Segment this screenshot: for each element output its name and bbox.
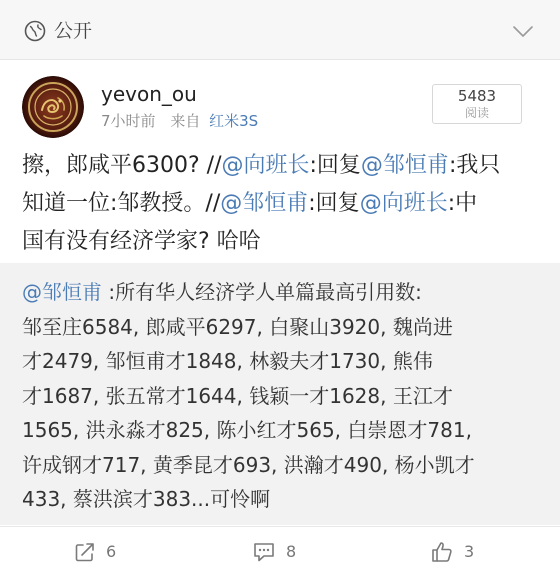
comment-icon bbox=[252, 541, 276, 563]
mention-link[interactable]: @向班长 bbox=[359, 191, 448, 216]
read-count: 5483 bbox=[457, 87, 497, 105]
retweet-line: 433, 蔡洪滨才383...可怜啊 bbox=[22, 487, 271, 511]
post-text-segment: 知道一位:邹教授。// bbox=[22, 191, 221, 216]
read-count-box bbox=[432, 84, 522, 124]
retweet-line: @邹恒甫 :所有华人经济学人单篇最高引用数: bbox=[22, 280, 422, 304]
post-text-segment: :中 bbox=[447, 191, 478, 216]
thumbs-up-icon bbox=[430, 540, 454, 564]
repost-button[interactable] bbox=[74, 539, 116, 565]
repost-count: 6 bbox=[106, 542, 117, 561]
visibility-label: 公开 bbox=[54, 20, 93, 42]
like-button[interactable] bbox=[430, 539, 474, 565]
mention-link[interactable]: @邹恒甫 bbox=[360, 153, 449, 178]
chevron-down-icon bbox=[510, 18, 536, 44]
post-text-line bbox=[22, 147, 538, 185]
read-label: 阅读 bbox=[464, 106, 489, 120]
post-text-segment: :回复 bbox=[309, 153, 361, 178]
post-text-segment: 国有没有经济学家? 哈哈 bbox=[22, 229, 261, 254]
comment-button[interactable] bbox=[252, 539, 296, 565]
post-header bbox=[0, 61, 560, 143]
post-text-line bbox=[22, 185, 538, 223]
mention-link[interactable]: @向班长 bbox=[221, 153, 310, 178]
username[interactable]: yevon_ou bbox=[101, 82, 197, 106]
globe-icon bbox=[24, 20, 46, 42]
visibility-selector[interactable] bbox=[24, 18, 92, 44]
retweet-line: 许成钢才717, 黄季昆才693, 洪瀚才490, 杨小凯才 bbox=[22, 452, 475, 477]
post-text bbox=[22, 147, 538, 261]
action-bar bbox=[0, 526, 560, 577]
visibility-bar bbox=[0, 0, 560, 60]
retweet-line: 才1687, 张五常才1644, 钱颖一才1628, 王江才 bbox=[22, 383, 453, 408]
like-count: 3 bbox=[464, 542, 475, 561]
repost-icon bbox=[74, 541, 96, 563]
post-time: 7小时前 bbox=[101, 112, 156, 130]
post-text-segment: 擦，郎咸平6300? // bbox=[22, 153, 222, 178]
retweet-line: 1565, 洪永淼才825, 陈小红才565, 白崇恩才781, bbox=[22, 418, 472, 442]
post-text-segment: :我只 bbox=[448, 153, 501, 178]
retweet-author-mention[interactable]: @邹恒甫 bbox=[22, 280, 102, 304]
comment-count: 8 bbox=[286, 542, 297, 561]
retweet-line: 邹至庄6584, 郎咸平6297, 白聚山3920, 魏尚进 bbox=[22, 314, 453, 339]
post-text-segment: :回复 bbox=[308, 191, 360, 216]
source-prefix: 来自 bbox=[170, 112, 201, 130]
post-text-line bbox=[22, 223, 538, 261]
retweet-block[interactable] bbox=[0, 263, 560, 525]
collapse-button[interactable] bbox=[510, 18, 536, 44]
post-meta bbox=[101, 111, 258, 131]
source-device-link[interactable]: 红米3S bbox=[209, 112, 259, 130]
retweet-text bbox=[22, 275, 542, 517]
retweet-line: 才2479, 邹恒甫才1848, 林毅夫才1730, 熊伟 bbox=[22, 349, 433, 373]
avatar[interactable] bbox=[22, 76, 84, 138]
mention-link[interactable]: @邹恒甫 bbox=[220, 191, 309, 216]
